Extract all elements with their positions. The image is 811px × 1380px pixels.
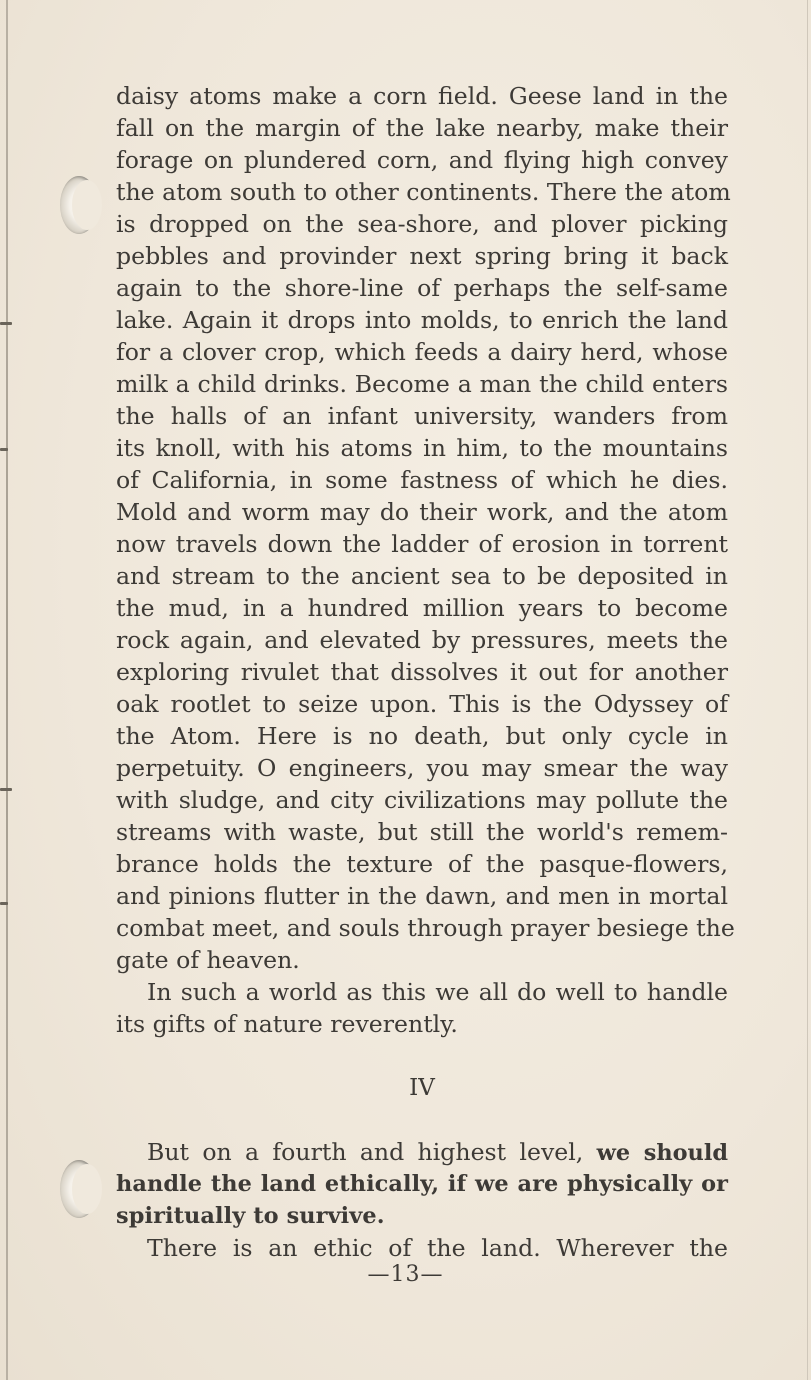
paragraph-reverence (116, 976, 728, 1040)
text-line: and pinions flutter in the dawn, and men in mortal (116, 882, 728, 910)
text-line: with sludge, and city civilizations may pollute the (116, 786, 728, 814)
binding-mark (0, 322, 12, 325)
punch-hole-lower (60, 1160, 102, 1222)
text-line: exploring rivulet that dissolves it out for another (116, 658, 728, 686)
binding-mark (0, 788, 12, 791)
text-line: combat meet, and souls through prayer besiege the (116, 914, 735, 942)
text-line: the halls of an infant university, wanders from (116, 402, 728, 430)
text-line: the mud, in a hundred million years to become (116, 594, 728, 622)
text-line: its knoll, with his atoms in him, to the mountains (116, 434, 728, 462)
text-line: brance holds the texture of the pasque-flowers, (116, 850, 728, 878)
text-line: pebbles and provinder next spring bring it back (116, 242, 728, 270)
text-line: rock again, and elevated by pressures, meets the (116, 626, 728, 654)
text-line: There is an ethic of the land. Wherever the (147, 1234, 728, 1262)
text-line: In such a world as this we all do well to handle (147, 978, 728, 1006)
paragraph-ethical-level (116, 1136, 728, 1232)
text-line: daisy atoms make a corn field. Geese land in the (116, 82, 728, 110)
paragraph-land-ethic (116, 1232, 728, 1264)
binding-mark (0, 902, 8, 905)
page-right-edge (807, 0, 808, 1380)
text-line: gate of heaven. (116, 946, 300, 974)
text-line: is dropped on the sea-shore, and plover picking (116, 210, 728, 238)
text-line: its gifts of nature reverently. (116, 1010, 458, 1038)
text-bold: we should (596, 1140, 729, 1166)
paragraph-atom-odyssey (116, 80, 735, 976)
text-line: oak rootlet to seize upon. This is the Odyssey of (116, 690, 728, 718)
text-line: of California, in some fastness of which he dies. (116, 466, 728, 494)
binding-edge (6, 0, 8, 1380)
text-line: forage on plundered corn, and flying high convey (116, 146, 728, 174)
text-line: Mold and worm may do their work, and the atom (116, 498, 728, 526)
binding-mark (0, 448, 8, 451)
text-line: handle the land ethically, if we are physically or (116, 1171, 728, 1197)
text-line: the Atom. Here is no death, but only cycle in (116, 722, 728, 750)
text-regular: But on a fourth and highest level, (147, 1138, 584, 1166)
text-line (116, 1136, 728, 1168)
text-line: the atom south to other continents. There the atom (116, 178, 731, 206)
text-line: perpetuity. O engineers, you may smear the way (116, 754, 728, 782)
text-line: again to the shore-line of perhaps the self-same (116, 274, 728, 302)
section-heading: IV (409, 1075, 435, 1101)
text-line: fall on the margin of the lake nearby, make their (116, 114, 728, 142)
text-line: now travels down the ladder of erosion in torrent (116, 530, 728, 558)
page-number: —13— (367, 1262, 444, 1287)
page-body-text (116, 80, 735, 1264)
text-line: spiritually to survive. (116, 1203, 385, 1229)
text-line: for a clover crop, which feeds a dairy herd, whose (116, 338, 728, 366)
punch-hole-upper (60, 176, 102, 238)
text-line: lake. Again it drops into molds, to enrich the land (116, 306, 728, 334)
text-line: milk a child drinks. Become a man the child enters (116, 370, 728, 398)
text-line: streams with waste, but still the world's remem- (116, 818, 728, 846)
text-line: and stream to the ancient sea to be deposited in (116, 562, 728, 590)
